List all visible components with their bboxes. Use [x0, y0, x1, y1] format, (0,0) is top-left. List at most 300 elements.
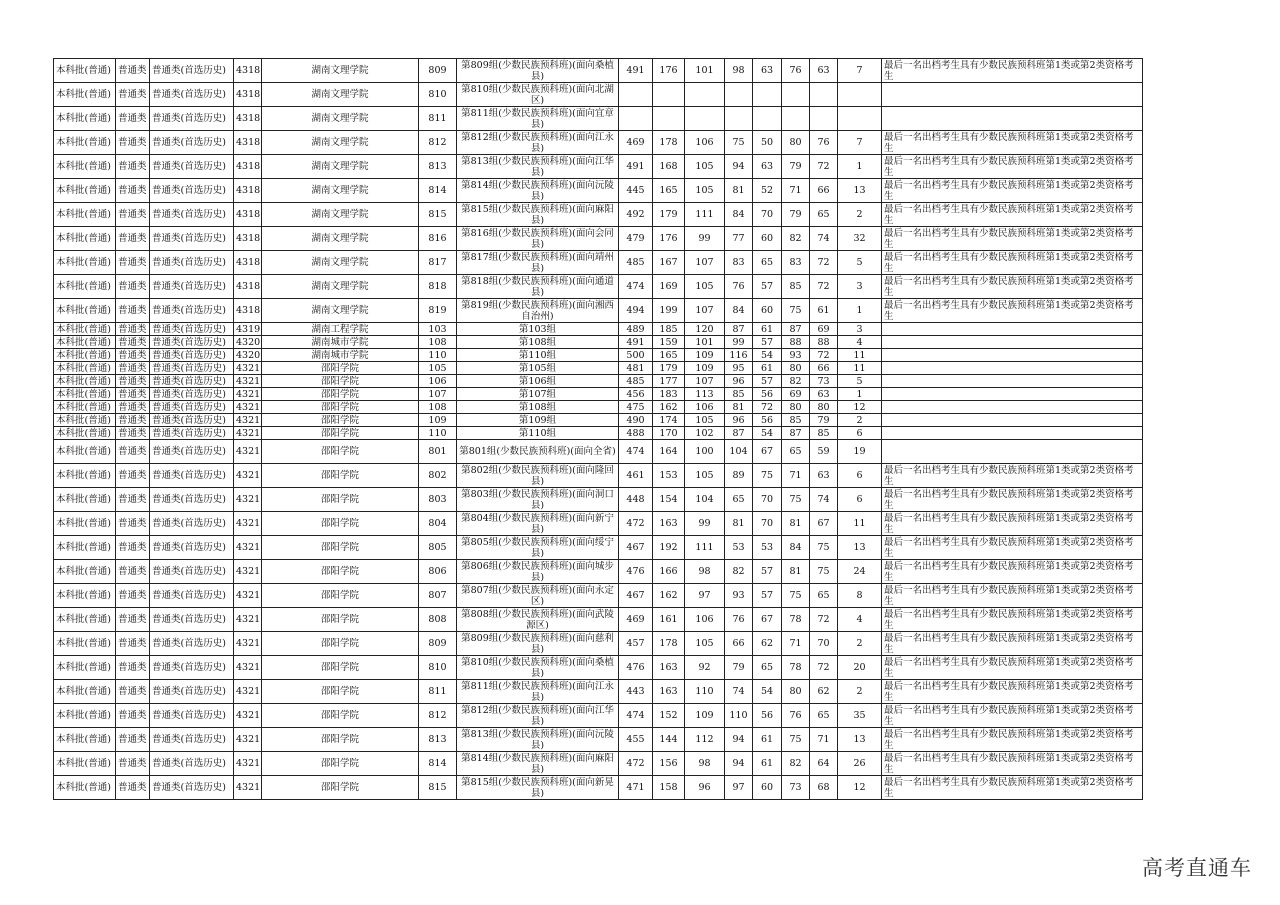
batch-cell: 本科批(普通): [54, 336, 116, 349]
table-row: [54, 83, 1143, 107]
type-cell: 普通类: [116, 536, 150, 560]
group-code-cell: 105: [419, 362, 457, 375]
school-name-cell: 邵阳学院: [262, 656, 419, 680]
subject-cell: 普通类(首选历史): [150, 83, 234, 107]
elective-2-score-cell: [782, 107, 810, 131]
rank-cell: 12: [838, 401, 882, 414]
group-name-cell: 第103组: [457, 323, 619, 336]
note-cell: 最后一名出档考生具有少数民族预科班第1类或第2类资格考生: [882, 155, 1143, 179]
batch-cell: 本科批(普通): [54, 362, 116, 375]
school-code-cell: 4321: [234, 704, 262, 728]
group-code-cell: 110: [419, 349, 457, 362]
group-code-cell: 817: [419, 251, 457, 275]
total-score-cell: [619, 107, 653, 131]
group-name-cell: 第108组: [457, 336, 619, 349]
group-name-cell: 第804组(少数民族预科班)(面向新宁县): [457, 512, 619, 536]
school-code-cell: 4318: [234, 203, 262, 227]
type-cell: 普通类: [116, 776, 150, 800]
english-score-cell: 83: [725, 251, 753, 275]
type-cell: 普通类: [116, 464, 150, 488]
subject-cell: 普通类(首选历史): [150, 375, 234, 388]
total-score-cell: 485: [619, 375, 653, 388]
elective-2-score-cell: 80: [782, 401, 810, 414]
group-name-cell: 第110组: [457, 427, 619, 440]
type-cell: 普通类: [116, 227, 150, 251]
group-name-cell: 第802组(少数民族预科班)(面向隆回县): [457, 464, 619, 488]
elective-2-score-cell: 78: [782, 608, 810, 632]
elective-3-score-cell: 70: [810, 632, 838, 656]
batch-cell: 本科批(普通): [54, 584, 116, 608]
table-row: [54, 536, 1143, 560]
type-cell: 普通类: [116, 375, 150, 388]
note-cell: 最后一名出档考生具有少数民族预科班第1类或第2类资格考生: [882, 488, 1143, 512]
type-cell: 普通类: [116, 203, 150, 227]
school-code-cell: 4321: [234, 401, 262, 414]
type-cell: 普通类: [116, 427, 150, 440]
school-name-cell: 湖南城市学院: [262, 349, 419, 362]
batch-cell: 本科批(普通): [54, 752, 116, 776]
group-code-cell: 815: [419, 776, 457, 800]
school-name-cell: 邵阳学院: [262, 752, 419, 776]
elective-1-score-cell: 60: [753, 227, 782, 251]
elective-2-score-cell: 83: [782, 251, 810, 275]
note-cell: 最后一名出档考生具有少数民族预科班第1类或第2类资格考生: [882, 704, 1143, 728]
chinese-score-cell: 179: [653, 203, 685, 227]
chinese-score-cell: 153: [653, 464, 685, 488]
elective-2-score-cell: [782, 83, 810, 107]
elective-3-score-cell: 73: [810, 375, 838, 388]
math-score-cell: 96: [685, 776, 725, 800]
school-code-cell: 4318: [234, 155, 262, 179]
school-code-cell: 4321: [234, 560, 262, 584]
chinese-score-cell: 161: [653, 608, 685, 632]
subject-cell: 普通类(首选历史): [150, 464, 234, 488]
math-score-cell: 105: [685, 414, 725, 427]
elective-1-score-cell: 57: [753, 275, 782, 299]
note-cell: 最后一名出档考生具有少数民族预科班第1类或第2类资格考生: [882, 776, 1143, 800]
note-cell: 最后一名出档考生具有少数民族预科班第1类或第2类资格考生: [882, 299, 1143, 323]
rank-cell: 4: [838, 336, 882, 349]
group-code-cell: 812: [419, 131, 457, 155]
english-score-cell: 87: [725, 427, 753, 440]
elective-2-score-cell: 78: [782, 656, 810, 680]
table-row: [54, 414, 1143, 427]
school-name-cell: 湖南工程学院: [262, 323, 419, 336]
table-row: [54, 560, 1143, 584]
chinese-score-cell: 164: [653, 440, 685, 464]
subject-cell: 普通类(首选历史): [150, 362, 234, 375]
elective-2-score-cell: 80: [782, 131, 810, 155]
total-score-cell: 457: [619, 632, 653, 656]
school-name-cell: 邵阳学院: [262, 632, 419, 656]
english-score-cell: 89: [725, 464, 753, 488]
table-row: [54, 440, 1143, 464]
group-name-cell: 第810组(少数民族预科班)(面向北湖区): [457, 83, 619, 107]
note-cell: 最后一名出档考生具有少数民族预科班第1类或第2类资格考生: [882, 59, 1143, 83]
elective-3-score-cell: 65: [810, 584, 838, 608]
rank-cell: 4: [838, 608, 882, 632]
math-score-cell: 99: [685, 227, 725, 251]
note-cell: [882, 427, 1143, 440]
english-score-cell: 53: [725, 536, 753, 560]
school-code-cell: 4319: [234, 323, 262, 336]
school-name-cell: 湖南文理学院: [262, 107, 419, 131]
math-score-cell: 105: [685, 632, 725, 656]
elective-1-score-cell: [753, 107, 782, 131]
elective-3-score-cell: 72: [810, 656, 838, 680]
school-name-cell: 邵阳学院: [262, 388, 419, 401]
elective-2-score-cell: 65: [782, 440, 810, 464]
math-score-cell: 107: [685, 375, 725, 388]
school-name-cell: 邵阳学院: [262, 440, 419, 464]
elective-2-score-cell: 85: [782, 275, 810, 299]
chinese-score-cell: 192: [653, 536, 685, 560]
elective-1-score-cell: 67: [753, 440, 782, 464]
type-cell: 普通类: [116, 608, 150, 632]
english-score-cell: 104: [725, 440, 753, 464]
rank-cell: 2: [838, 680, 882, 704]
chinese-score-cell: 158: [653, 776, 685, 800]
elective-2-score-cell: 71: [782, 179, 810, 203]
table-row: [54, 704, 1143, 728]
elective-3-score-cell: 75: [810, 536, 838, 560]
total-score-cell: 472: [619, 752, 653, 776]
school-code-cell: 4321: [234, 632, 262, 656]
math-score-cell: 100: [685, 440, 725, 464]
school-code-cell: 4321: [234, 608, 262, 632]
total-score-cell: 474: [619, 704, 653, 728]
math-score-cell: [685, 107, 725, 131]
math-score-cell: 109: [685, 704, 725, 728]
type-cell: 普通类: [116, 362, 150, 375]
total-score-cell: 448: [619, 488, 653, 512]
type-cell: 普通类: [116, 275, 150, 299]
batch-cell: 本科批(普通): [54, 464, 116, 488]
subject-cell: 普通类(首选历史): [150, 349, 234, 362]
subject-cell: 普通类(首选历史): [150, 388, 234, 401]
group-code-cell: 103: [419, 323, 457, 336]
table-row: [54, 401, 1143, 414]
table-row: [54, 632, 1143, 656]
batch-cell: 本科批(普通): [54, 203, 116, 227]
math-score-cell: 98: [685, 560, 725, 584]
school-name-cell: 邵阳学院: [262, 401, 419, 414]
type-cell: 普通类: [116, 251, 150, 275]
school-name-cell: 邵阳学院: [262, 375, 419, 388]
english-score-cell: 95: [725, 362, 753, 375]
elective-3-score-cell: 72: [810, 608, 838, 632]
chinese-score-cell: [653, 107, 685, 131]
math-score-cell: 106: [685, 608, 725, 632]
total-score-cell: 488: [619, 427, 653, 440]
elective-3-score-cell: [810, 83, 838, 107]
english-score-cell: 110: [725, 704, 753, 728]
english-score-cell: 75: [725, 131, 753, 155]
english-score-cell: 93: [725, 584, 753, 608]
elective-1-score-cell: 60: [753, 776, 782, 800]
note-cell: [882, 323, 1143, 336]
batch-cell: 本科批(普通): [54, 349, 116, 362]
rank-cell: 1: [838, 388, 882, 401]
rank-cell: 6: [838, 464, 882, 488]
school-name-cell: 邵阳学院: [262, 560, 419, 584]
subject-cell: 普通类(首选历史): [150, 59, 234, 83]
table-body: [54, 59, 1143, 800]
note-cell: 最后一名出档考生具有少数民族预科班第1类或第2类资格考生: [882, 608, 1143, 632]
school-code-cell: 4321: [234, 414, 262, 427]
rank-cell: 26: [838, 752, 882, 776]
subject-cell: 普通类(首选历史): [150, 560, 234, 584]
math-score-cell: 109: [685, 349, 725, 362]
school-name-cell: 湖南文理学院: [262, 203, 419, 227]
total-score-cell: 472: [619, 512, 653, 536]
group-name-cell: 第815组(少数民族预科班)(面向新晃县): [457, 776, 619, 800]
chinese-score-cell: 176: [653, 227, 685, 251]
group-code-cell: 806: [419, 560, 457, 584]
group-code-cell: 812: [419, 704, 457, 728]
rank-cell: [838, 83, 882, 107]
note-cell: 最后一名出档考生具有少数民族预科班第1类或第2类资格考生: [882, 131, 1143, 155]
rank-cell: 19: [838, 440, 882, 464]
type-cell: 普通类: [116, 512, 150, 536]
rank-cell: 5: [838, 251, 882, 275]
school-name-cell: 邵阳学院: [262, 608, 419, 632]
chinese-score-cell: 162: [653, 584, 685, 608]
batch-cell: 本科批(普通): [54, 299, 116, 323]
elective-3-score-cell: 62: [810, 680, 838, 704]
chinese-score-cell: 159: [653, 336, 685, 349]
elective-2-score-cell: 79: [782, 203, 810, 227]
elective-1-score-cell: 60: [753, 299, 782, 323]
math-score-cell: 105: [685, 464, 725, 488]
elective-3-score-cell: 59: [810, 440, 838, 464]
school-name-cell: 邵阳学院: [262, 427, 419, 440]
subject-cell: 普通类(首选历史): [150, 440, 234, 464]
school-name-cell: 邵阳学院: [262, 584, 419, 608]
note-cell: [882, 362, 1143, 375]
elective-1-score-cell: 52: [753, 179, 782, 203]
chinese-score-cell: 199: [653, 299, 685, 323]
total-score-cell: 474: [619, 440, 653, 464]
elective-3-score-cell: 63: [810, 59, 838, 83]
group-code-cell: 109: [419, 414, 457, 427]
school-name-cell: 邵阳学院: [262, 464, 419, 488]
school-name-cell: 邵阳学院: [262, 488, 419, 512]
school-code-cell: 4318: [234, 251, 262, 275]
school-code-cell: 4321: [234, 656, 262, 680]
elective-3-score-cell: 74: [810, 488, 838, 512]
elective-2-score-cell: 75: [782, 584, 810, 608]
note-cell: 最后一名出档考生具有少数民族预科班第1类或第2类资格考生: [882, 464, 1143, 488]
elective-2-score-cell: 71: [782, 632, 810, 656]
subject-cell: 普通类(首选历史): [150, 776, 234, 800]
elective-1-score-cell: 61: [753, 362, 782, 375]
note-cell: 最后一名出档考生具有少数民族预科班第1类或第2类资格考生: [882, 275, 1143, 299]
table-row: [54, 608, 1143, 632]
elective-2-score-cell: 69: [782, 388, 810, 401]
rank-cell: 5: [838, 375, 882, 388]
group-code-cell: 819: [419, 299, 457, 323]
chinese-score-cell: 154: [653, 488, 685, 512]
english-score-cell: 96: [725, 375, 753, 388]
elective-1-score-cell: 56: [753, 414, 782, 427]
watermark-text: 高考直通车: [1142, 856, 1252, 880]
total-score-cell: 471: [619, 776, 653, 800]
school-name-cell: 邵阳学院: [262, 680, 419, 704]
math-score-cell: [685, 83, 725, 107]
rank-cell: 7: [838, 59, 882, 83]
note-cell: 最后一名出档考生具有少数民族预科班第1类或第2类资格考生: [882, 251, 1143, 275]
school-code-cell: 4321: [234, 584, 262, 608]
type-cell: 普通类: [116, 299, 150, 323]
table-row: [54, 131, 1143, 155]
note-cell: 最后一名出档考生具有少数民族预科班第1类或第2类资格考生: [882, 203, 1143, 227]
batch-cell: 本科批(普通): [54, 59, 116, 83]
total-score-cell: 474: [619, 275, 653, 299]
math-score-cell: 102: [685, 427, 725, 440]
type-cell: 普通类: [116, 656, 150, 680]
total-score-cell: 481: [619, 362, 653, 375]
rank-cell: 24: [838, 560, 882, 584]
group-name-cell: 第811组(少数民族预科班)(面向江永县): [457, 680, 619, 704]
group-name-cell: 第814组(少数民族预科班)(面向麻阳县): [457, 752, 619, 776]
elective-1-score-cell: 65: [753, 656, 782, 680]
group-code-cell: 107: [419, 388, 457, 401]
english-score-cell: 99: [725, 336, 753, 349]
group-name-cell: 第818组(少数民族预科班)(面向通道县): [457, 275, 619, 299]
subject-cell: 普通类(首选历史): [150, 656, 234, 680]
english-score-cell: 81: [725, 179, 753, 203]
note-cell: 最后一名出档考生具有少数民族预科班第1类或第2类资格考生: [882, 536, 1143, 560]
school-code-cell: 4321: [234, 536, 262, 560]
school-code-cell: 4318: [234, 83, 262, 107]
type-cell: 普通类: [116, 401, 150, 414]
batch-cell: 本科批(普通): [54, 227, 116, 251]
english-score-cell: 85: [725, 388, 753, 401]
english-score-cell: 81: [725, 512, 753, 536]
rank-cell: 2: [838, 632, 882, 656]
type-cell: 普通类: [116, 131, 150, 155]
subject-cell: 普通类(首选历史): [150, 728, 234, 752]
subject-cell: 普通类(首选历史): [150, 107, 234, 131]
type-cell: 普通类: [116, 83, 150, 107]
elective-2-score-cell: 71: [782, 464, 810, 488]
school-name-cell: 湖南城市学院: [262, 336, 419, 349]
batch-cell: 本科批(普通): [54, 388, 116, 401]
elective-3-score-cell: 63: [810, 464, 838, 488]
total-score-cell: 492: [619, 203, 653, 227]
chinese-score-cell: 156: [653, 752, 685, 776]
note-cell: 最后一名出档考生具有少数民族预科班第1类或第2类资格考生: [882, 680, 1143, 704]
table-row: [54, 349, 1143, 362]
table-row: [54, 203, 1143, 227]
total-score-cell: 491: [619, 155, 653, 179]
total-score-cell: 500: [619, 349, 653, 362]
total-score-cell: 461: [619, 464, 653, 488]
type-cell: 普通类: [116, 728, 150, 752]
note-cell: 最后一名出档考生具有少数民族预科班第1类或第2类资格考生: [882, 656, 1143, 680]
rank-cell: 32: [838, 227, 882, 251]
rank-cell: 35: [838, 704, 882, 728]
rank-cell: 13: [838, 728, 882, 752]
table-row: [54, 59, 1143, 83]
note-cell: 最后一名出档考生具有少数民族预科班第1类或第2类资格考生: [882, 512, 1143, 536]
math-score-cell: 106: [685, 131, 725, 155]
elective-3-score-cell: 65: [810, 704, 838, 728]
rank-cell: 11: [838, 349, 882, 362]
school-name-cell: 湖南文理学院: [262, 131, 419, 155]
elective-3-score-cell: 63: [810, 388, 838, 401]
group-name-cell: 第814组(少数民族预科班)(面向沅陵县): [457, 179, 619, 203]
type-cell: 普通类: [116, 414, 150, 427]
elective-2-score-cell: 87: [782, 427, 810, 440]
group-name-cell: 第108组: [457, 401, 619, 414]
english-score-cell: 76: [725, 608, 753, 632]
total-score-cell: 443: [619, 680, 653, 704]
rank-cell: 13: [838, 179, 882, 203]
batch-cell: 本科批(普通): [54, 608, 116, 632]
subject-cell: 普通类(首选历史): [150, 488, 234, 512]
school-code-cell: 4318: [234, 107, 262, 131]
math-score-cell: 105: [685, 275, 725, 299]
math-score-cell: 99: [685, 512, 725, 536]
english-score-cell: 96: [725, 414, 753, 427]
elective-1-score-cell: 75: [753, 464, 782, 488]
batch-cell: 本科批(普通): [54, 728, 116, 752]
subject-cell: 普通类(首选历史): [150, 401, 234, 414]
elective-3-score-cell: 71: [810, 728, 838, 752]
elective-1-score-cell: 70: [753, 203, 782, 227]
subject-cell: 普通类(首选历史): [150, 704, 234, 728]
elective-1-score-cell: 63: [753, 155, 782, 179]
total-score-cell: 479: [619, 227, 653, 251]
table-row: [54, 512, 1143, 536]
rank-cell: 12: [838, 776, 882, 800]
note-cell: 最后一名出档考生具有少数民族预科班第1类或第2类资格考生: [882, 227, 1143, 251]
school-code-cell: 4321: [234, 680, 262, 704]
group-name-cell: 第811组(少数民族预科班)(面向宜章县): [457, 107, 619, 131]
subject-cell: 普通类(首选历史): [150, 251, 234, 275]
total-score-cell: 490: [619, 414, 653, 427]
subject-cell: 普通类(首选历史): [150, 608, 234, 632]
group-name-cell: 第807组(少数民族预科班)(面向永定区): [457, 584, 619, 608]
english-score-cell: 84: [725, 203, 753, 227]
math-score-cell: 106: [685, 401, 725, 414]
subject-cell: 普通类(首选历史): [150, 275, 234, 299]
chinese-score-cell: 178: [653, 131, 685, 155]
note-cell: [882, 388, 1143, 401]
elective-2-score-cell: 75: [782, 488, 810, 512]
rank-cell: 11: [838, 512, 882, 536]
school-code-cell: 4321: [234, 464, 262, 488]
elective-3-score-cell: 72: [810, 349, 838, 362]
school-code-cell: 4321: [234, 362, 262, 375]
group-code-cell: 810: [419, 656, 457, 680]
table-row: [54, 107, 1143, 131]
batch-cell: 本科批(普通): [54, 488, 116, 512]
total-score-cell: 467: [619, 584, 653, 608]
elective-2-score-cell: 82: [782, 375, 810, 388]
group-name-cell: 第805组(少数民族预科班)(面向绥宁县): [457, 536, 619, 560]
school-code-cell: 4318: [234, 59, 262, 83]
type-cell: 普通类: [116, 680, 150, 704]
table-row: [54, 776, 1143, 800]
subject-cell: 普通类(首选历史): [150, 584, 234, 608]
english-score-cell: 65: [725, 488, 753, 512]
total-score-cell: 476: [619, 560, 653, 584]
elective-2-score-cell: 82: [782, 752, 810, 776]
school-code-cell: 4318: [234, 131, 262, 155]
